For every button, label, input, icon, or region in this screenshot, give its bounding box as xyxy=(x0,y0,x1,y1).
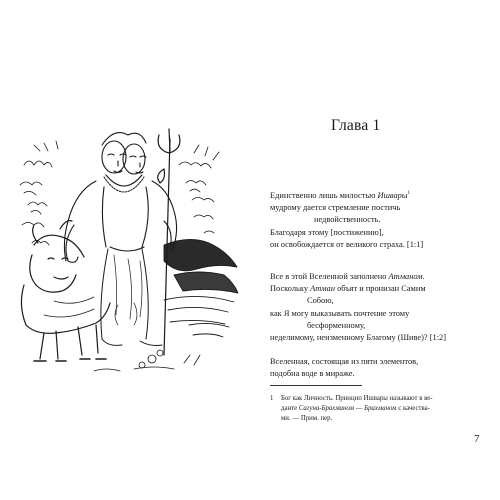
verse-line: Все в этой Вселенной заполнено Атманом. xyxy=(270,272,425,281)
footnote-ref: 1 xyxy=(407,191,411,196)
verse-line: бесформенному, xyxy=(307,320,366,330)
line-drawing xyxy=(14,125,249,375)
footnote-line: данте Сагуна-Брахманом — Брахманом с качества- xyxy=(281,405,430,412)
verse-line: Поскольку Атман объят и пронизан Самим xyxy=(270,284,426,294)
verse-1-3 xyxy=(270,356,490,380)
verse-line: мудрому дается стремление постичь xyxy=(270,203,401,213)
verse-line: Благодаря этому [постижению], xyxy=(270,227,384,237)
page-number: 7 xyxy=(474,433,480,445)
chapter-title: Глава 1 xyxy=(331,117,381,134)
footnote-number: 1 xyxy=(270,395,274,402)
illustration-deity-with-bull xyxy=(14,125,249,375)
verse-1-2 xyxy=(270,271,490,344)
footnote-line: ми. — Прим. пер. xyxy=(281,415,333,422)
footnote xyxy=(270,394,488,424)
verse-line: неделимому, неизменному Благому (Шиве)? [1:2] xyxy=(270,333,447,343)
verse-line: Собою, xyxy=(307,296,334,306)
verse-line: подобна воде в мираже. xyxy=(270,369,355,379)
verse-line: он освобождается от великого страха. [1:1] xyxy=(270,239,424,249)
verse-line: как Я могу выказывать почтение этому xyxy=(270,308,410,318)
verse-line: Вселенная, состоящая из пяти элементов, xyxy=(270,357,419,366)
footnote-divider xyxy=(270,385,362,386)
verse-1-1 xyxy=(270,190,490,251)
verse-line: недвойственность. xyxy=(314,215,381,225)
verse-line: Единственно лишь милостью Ишвары$^1$ xyxy=(270,191,411,200)
footnote-line: 1 Бог как Личность. Принцип Ишвары называют в ве- xyxy=(270,395,433,402)
